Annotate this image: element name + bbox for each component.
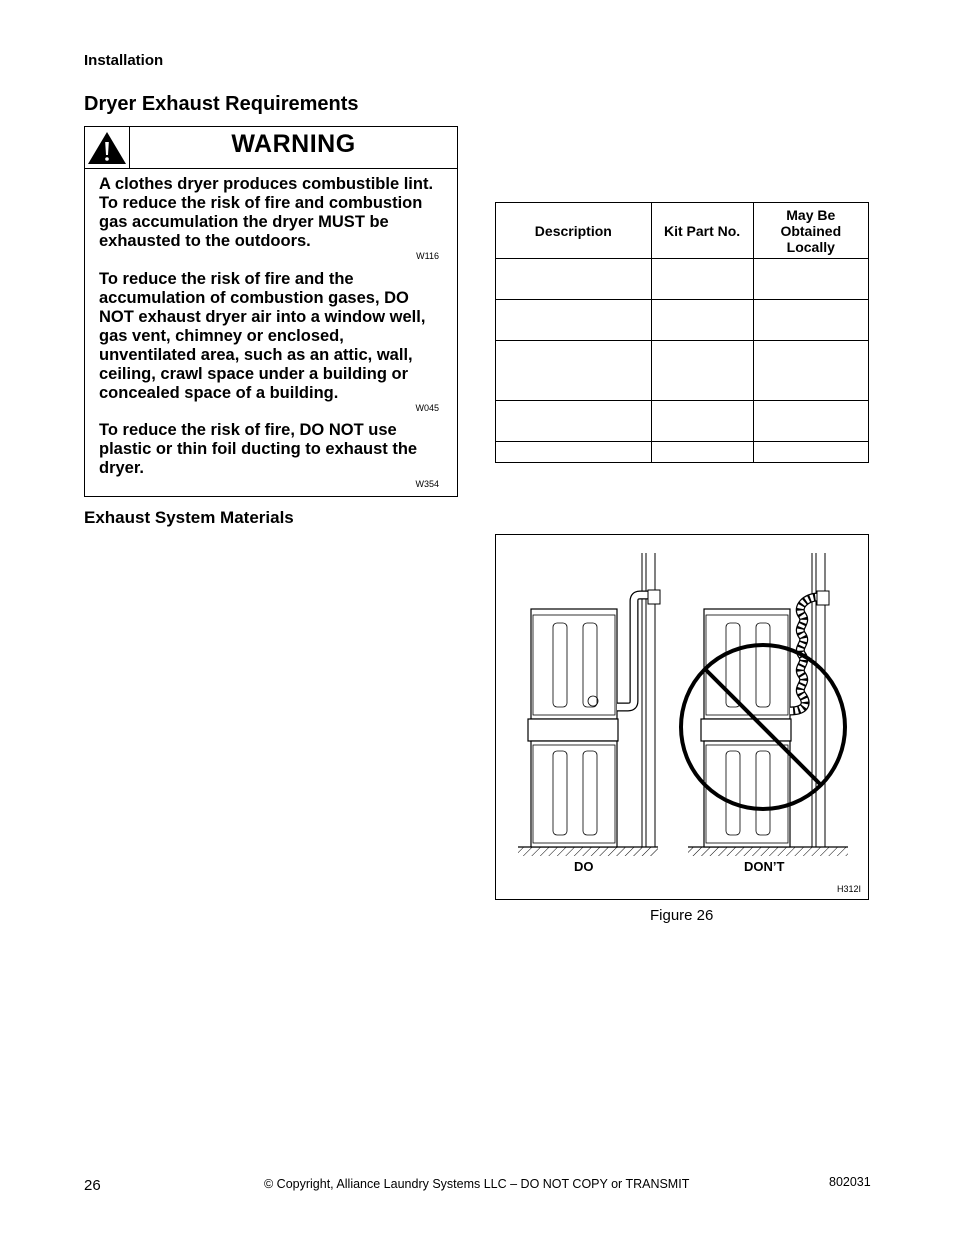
table-row [496,300,869,341]
figure-box [495,534,869,900]
table-cell [651,341,753,401]
warning-triangle-icon [87,131,127,165]
section-label: Installation [84,52,164,69]
table-cell [496,401,652,442]
table-row [496,259,869,300]
dryer-exhaust-illustration [496,535,868,899]
table-cell [753,300,868,341]
table-row [496,341,869,401]
column-header-obtained-locally: May Be Obtained Locally [753,203,868,259]
table-cell [753,442,868,463]
copyright-notice: © Copyright, Alliance Laundry Systems LLC – DO NOT COPY or TRANSMIT [264,1177,690,1191]
warning-paragraph-1: A clothes dryer produces combustible lint. To reduce the risk of fire and combustion gas accumulation the dryer MUST be exhausted to the outdoors. [99,175,434,250]
table-cell [496,442,652,463]
warning-paragraph-3: To reduce the risk of fire, DO NOT use plastic or thin foil ducting to exhaust the dryer. [99,421,418,477]
do-illustration [518,553,660,856]
warning-box [84,126,458,497]
page-number: 26 [84,1177,101,1194]
warning-code-1: W116 [416,251,439,261]
table-cell [753,259,868,300]
warning-header [85,127,457,169]
warning-title: WARNING [231,130,356,158]
exhaust-materials-table [495,202,869,463]
figure-caption: Figure 26 [650,907,714,924]
table-cell [753,341,868,401]
do-label: DO [574,859,594,874]
table-row [496,442,869,463]
table-cell [496,259,652,300]
table-header-row [496,203,869,259]
table-cell [651,401,753,442]
table-cell [651,259,753,300]
document-number: 802031 [829,1175,871,1189]
table-cell [496,300,652,341]
table-cell [651,442,753,463]
column-header-kit-part: Kit Part No. [651,203,753,259]
exhaust-materials-heading: Exhaust System Materials [84,508,294,527]
column-header-description: Description [496,203,652,259]
warning-code-2: W045 [415,403,439,413]
table-row [496,401,869,442]
warning-code-3: W354 [415,479,439,489]
table-cell [651,300,753,341]
warning-paragraph-2: To reduce the risk of fire and the accumulation of combustion gases, DO NOT exhaust dryer air into a window well, gas vent, chimney or enclosed, unventilated area, such as an attic, wall, ceiling, crawl space under a building or concealed space of a building. [99,270,426,402]
dont-illustration [681,553,848,856]
dont-label: DON’T [744,859,785,874]
figure-code: H312I [837,884,862,894]
table-cell [753,401,868,442]
table-cell [496,341,652,401]
page-title: Dryer Exhaust Requirements [84,93,359,115]
warning-icon-cell [85,127,130,168]
